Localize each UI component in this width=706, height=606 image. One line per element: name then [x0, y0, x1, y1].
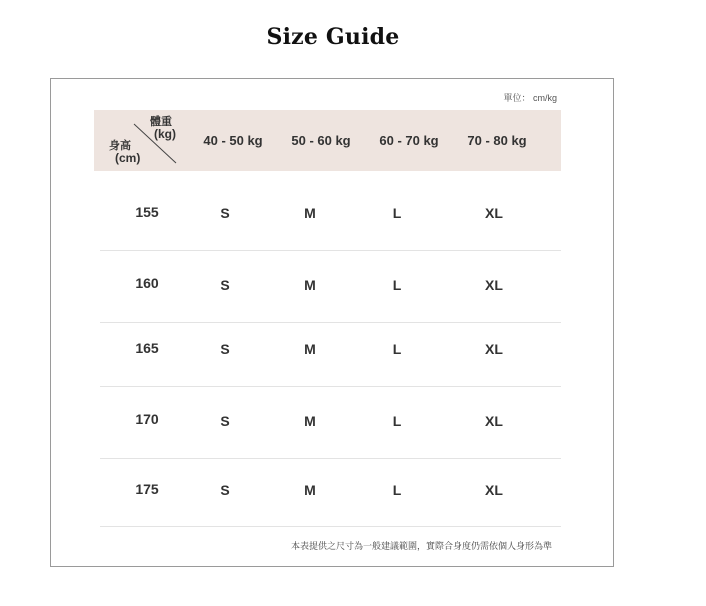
height-cell: 160 [135, 275, 159, 291]
height-cell: 155 [135, 204, 159, 220]
size-cell: S [220, 341, 230, 357]
size-cell: M [304, 277, 316, 293]
table-header [94, 110, 561, 171]
size-cell: L [392, 413, 402, 429]
size-cell: M [304, 482, 316, 498]
height-cell: 170 [135, 411, 159, 427]
row-divider [100, 458, 561, 459]
size-cell: M [304, 341, 316, 357]
corner-header-cell [94, 110, 184, 171]
height-cell: 165 [135, 340, 159, 356]
weight-header-label: 體重 [150, 116, 172, 128]
row-divider [100, 250, 561, 251]
size-cell: L [392, 277, 402, 293]
footnote: 本表提供之尺寸為一般建議範圍，實際合身度仍需依個人身形為準 [290, 541, 552, 551]
column-header-weight-range: 40 - 50 kg [203, 133, 263, 148]
page-title: Size Guide [266, 24, 400, 50]
size-cell: L [392, 341, 402, 357]
size-cell: S [220, 205, 230, 221]
row-divider [100, 322, 561, 323]
row-divider [100, 526, 561, 527]
height-header-label: 身高 [109, 140, 131, 152]
size-cell: M [304, 413, 316, 429]
row-divider [100, 386, 561, 387]
unit-note: 單位： cm/kg [503, 93, 557, 103]
size-cell: S [220, 482, 230, 498]
column-header-weight-range: 60 - 70 kg [379, 133, 439, 148]
size-chart-card [50, 78, 614, 567]
height-header-unit: (cm) [115, 151, 141, 165]
size-cell: XL [485, 482, 503, 498]
height-cell: 175 [135, 481, 159, 497]
size-cell: XL [485, 341, 503, 357]
size-cell: XL [485, 277, 503, 293]
size-cell: S [220, 413, 230, 429]
size-cell: XL [485, 413, 503, 429]
size-cell: M [304, 205, 316, 221]
column-header-weight-range: 70 - 80 kg [467, 133, 527, 148]
column-header-weight-range: 50 - 60 kg [291, 133, 351, 148]
size-cell: XL [485, 205, 503, 221]
size-cell: S [220, 277, 230, 293]
size-cell: L [392, 482, 402, 498]
weight-header-unit: (kg) [154, 127, 176, 141]
size-cell: L [392, 205, 402, 221]
